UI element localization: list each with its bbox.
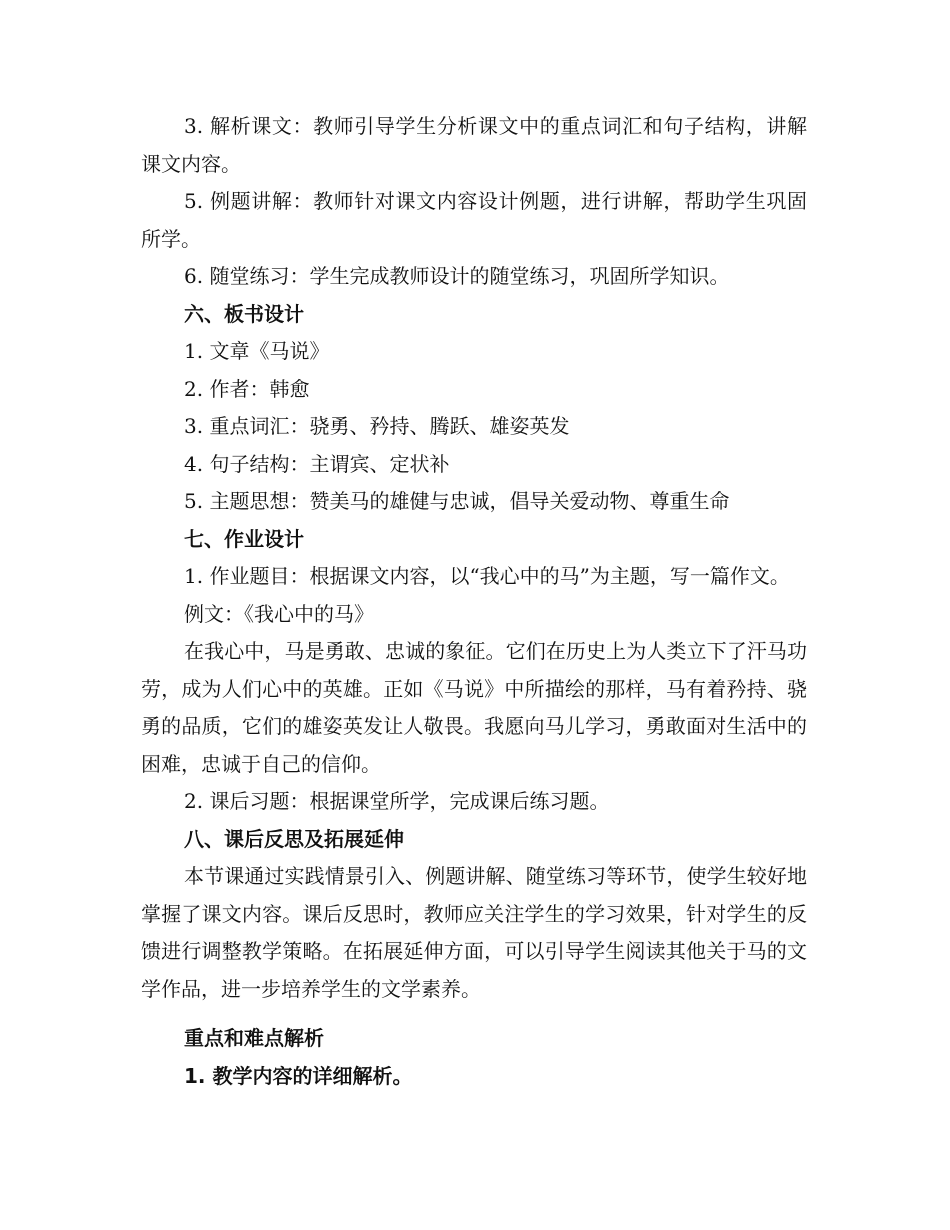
homework-item-1: 1. 作业题目：根据课文内容，以“我心中的马”为主题，写一篇作文。 [184, 564, 790, 588]
example-essay-title: 例文：《我心中的马》 [184, 601, 374, 626]
reflection-body: 本节课通过实践情景引入、例题讲解、随堂练习等环节，使学生较好地掌握了课文内容。课后反思时，教师应关注学生的学习效果，针对学生的反馈进行调整教学策略。在拓展延伸方面，可以引导学生阅读其他关于马的文学作品，进一步培养学生的文学素养。 [141, 864, 807, 1001]
section-heading-key-points: 重点和难点解析 [184, 1026, 324, 1050]
paragraph-step-3: 3. 解析课文：教师引导学生分析课文中的重点词汇和句子结构，讲解课文内容。 [141, 114, 807, 176]
section-heading-reflection: 八、课后反思及拓展延伸 [184, 826, 404, 851]
blackboard-item-4: 4. 句子结构：主谓宾、定状补 [184, 451, 450, 476]
document-body [141, 108, 807, 1095]
paragraph-step-5: 5. 例题讲解：教师针对课文内容设计例题，进行讲解，帮助学生巩固所学。 [141, 189, 807, 251]
paragraph-gap [141, 1008, 807, 1020]
section-heading-blackboard-design: 六、板书设计 [184, 301, 304, 326]
paragraph-step-6: 6. 随堂练习：学生完成教师设计的随堂练习，巩固所学知识。 [184, 264, 730, 288]
homework-item-2: 2. 课后习题：根据课堂所学，完成课后练习题。 [184, 789, 610, 813]
example-essay-body: 在我心中，马是勇敢、忠诚的象征。它们在历史上为人类立下了汗马功劳，成为人们心中的英雄。正如《马说》中所描绘的那样，马有着矜持、骁勇的品质，它们的雄姿英发让人敬畏。我愿向马儿学习，勇敢面对生活中的困难，忠诚于自己的信仰。 [141, 639, 807, 776]
blackboard-item-3: 3. 重点词汇：骁勇、矜持、腾跃、雄姿英发 [184, 414, 570, 438]
blackboard-item-5: 5. 主题思想：赞美马的雄健与忠诚，倡导关爱动物、尊重生命 [184, 489, 730, 513]
section-heading-homework-design: 七、作业设计 [184, 526, 304, 551]
blackboard-item-2: 2. 作者：韩愈 [184, 376, 310, 401]
blackboard-item-1: 1. 文章《马说》 [184, 339, 330, 363]
key-point-item-1: 1. 教学内容的详细解析。 [184, 1063, 413, 1088]
